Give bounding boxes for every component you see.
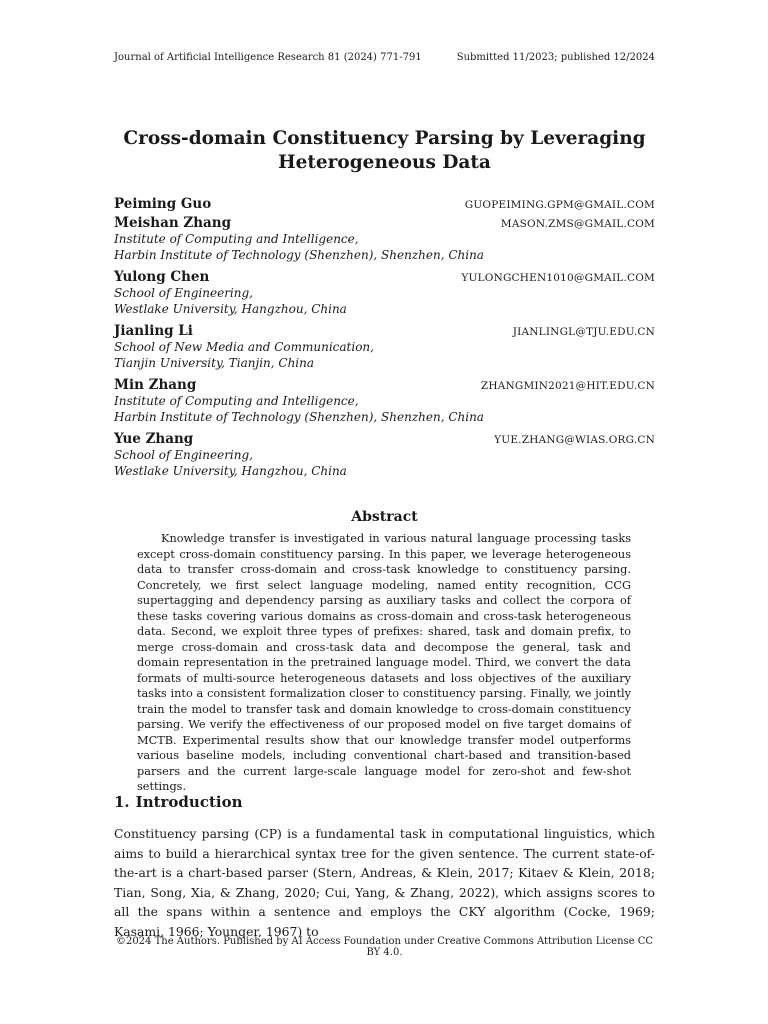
author-email[interactable]: JIANLINGL@TJU.EDU.CN: [512, 326, 655, 338]
author-entry: [114, 431, 655, 479]
abstract-heading: Abstract: [351, 509, 418, 525]
section-number: 1.: [114, 793, 130, 811]
author-email[interactable]: GUOPEIMING.GPM@GMAIL.COM: [464, 199, 655, 211]
author-email[interactable]: YULONGCHEN1010@GMAIL.COM: [461, 272, 655, 284]
license-footer: ©2024 The Authors. Published by AI Access Foundation under Creative Commons Attribution License CC BY 4.0.: [115, 936, 654, 958]
author-affiliation: Institute of Computing and Intelligence,: [114, 394, 359, 408]
author-name: Min Zhang: [114, 377, 197, 393]
author-name: Meishan Zhang: [114, 215, 232, 231]
author-block: [114, 196, 655, 479]
author-entry: [114, 196, 655, 212]
paper-title: [114, 127, 655, 175]
author-name: Yue Zhang: [114, 431, 194, 447]
author-affiliation: School of Engineering,: [114, 286, 253, 300]
section-title: Introduction: [135, 793, 243, 811]
author-entry: [114, 377, 655, 425]
title-line-2: Heterogeneous Data: [278, 152, 491, 173]
author-affiliation: Westlake University, Hangzhou, China: [114, 302, 347, 316]
author-name: Jianling Li: [114, 323, 193, 339]
submission-dates: Submitted 11/2023; published 12/2024: [456, 52, 655, 63]
section-heading: [114, 793, 243, 811]
author-affiliation: School of New Media and Communication,: [114, 340, 374, 354]
author-name: Yulong Chen: [114, 269, 210, 285]
abstract-body: Knowledge transfer is investigated in various natural language processing tasks except cross-domain constituency parsing. In this paper, we leverage heterogeneous data to transfer cross-domain and cross-task knowledge to constituency parsing. Concretely, we first select language modeling, named entity recognition, CCG supertagging and dependency parsing as auxiliary tasks and collect the corpora of these tasks covering various domains as cross-domain and cross-task heterogeneous data. Second, we exploit three types of prefixes: shared, task and domain prefix, to merge cross-domain and cross-task data and decompose the general, task and domain representation in the pretrained language model. Third, we convert the data formats of multi-source heterogeneous datasets and loss objectives of the auxiliary tasks into a consistent formalization closer to constituency parsing. Finally, we jointly train the model to transfer task and domain knowledge to cross-domain constituency parsing. We verify the effectiveness of our proposed model on five target domains of MCTB. Experimental results show that our knowledge transfer model outperforms various baseline models, including conventional chart-based and transition-based parsers and the current large-scale language model for zero-shot and few-shot settings.: [137, 532, 631, 793]
author-name: Peiming Guo: [114, 196, 212, 212]
author-email[interactable]: YUE.ZHANG@WIAS.ORG.CN: [494, 434, 655, 446]
author-affiliation: Westlake University, Hangzhou, China: [114, 464, 347, 478]
author-entry: [114, 323, 655, 371]
author-affiliation: Harbin Institute of Technology (Shenzhen), Shenzhen, China: [114, 248, 484, 262]
author-affiliation: Institute of Computing and Intelligence,: [114, 232, 359, 246]
author-email[interactable]: MASON.ZMS@GMAIL.COM: [500, 218, 655, 230]
author-entry: [114, 269, 655, 317]
title-line-1: Cross-domain Constituency Parsing by Leveraging: [123, 128, 646, 149]
author-affiliation: Harbin Institute of Technology (Shenzhen), Shenzhen, China: [114, 410, 484, 424]
introduction-paragraph: Constituency parsing (CP) is a fundamental task in computational linguistics, which aims to build a hierarchical syntax tree for the given sentence. The current state-of-the-art is a chart-based parser (Stern, Andreas, & Klein, 2017; Kitaev & Klein, 2018; Tian, Song, Xia, & Zhang, 2020; Cui, Yang, & Zhang, 2022), which assigns scores to all the spans within a sentence and employs the CKY algorithm (Cocke, 1969; Kasami, 1966; Younger, 1967) to: [114, 826, 655, 939]
author-email[interactable]: ZHANGMIN2021@HIT.EDU.CN: [480, 380, 655, 392]
author-entry: [114, 215, 655, 263]
author-affiliation: Tianjin University, Tianjin, China: [114, 356, 315, 370]
journal-header: Journal of Artificial Intelligence Research 81 (2024) 771-791: [114, 52, 422, 63]
author-affiliation: School of Engineering,: [114, 448, 253, 462]
